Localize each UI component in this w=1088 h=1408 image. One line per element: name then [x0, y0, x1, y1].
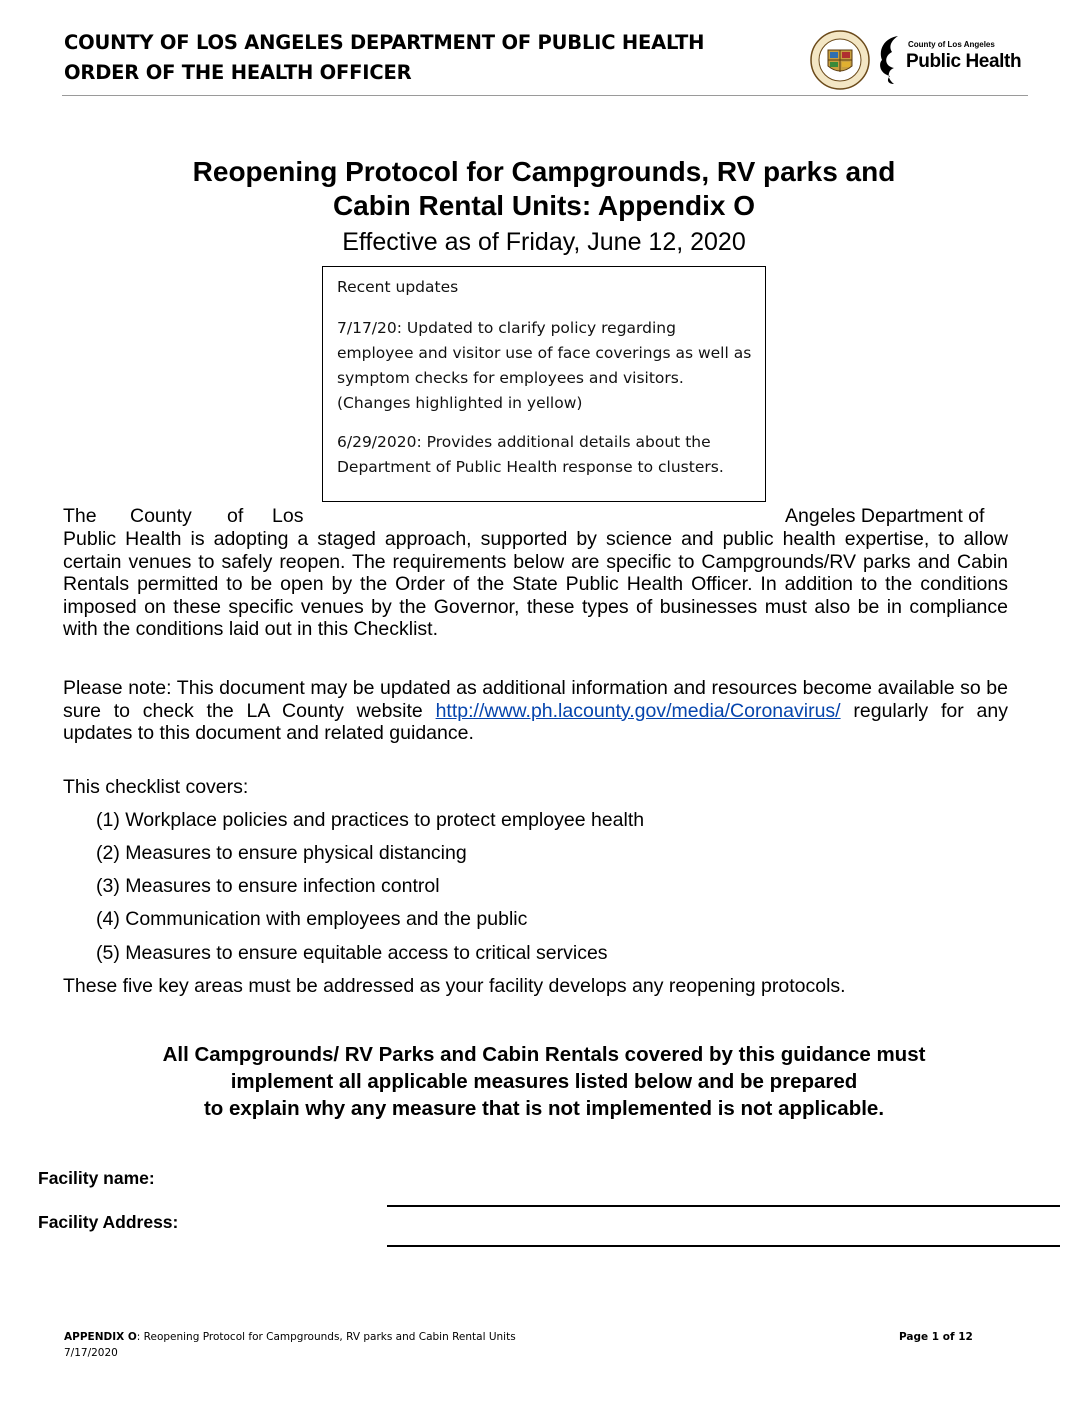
checklist-item: (2) Measures to ensure physical distancing — [96, 842, 467, 864]
checklist-item: (4) Communication with employees and the public — [96, 908, 528, 930]
checklist-item: (3) Measures to ensure infection control — [96, 875, 440, 897]
intro-word: County — [130, 505, 192, 527]
header-county-title: COUNTY OF LOS ANGELES DEPARTMENT OF PUBLIC HEALTH — [64, 31, 705, 54]
facility-address-field[interactable] — [387, 1245, 1060, 1247]
footer-date: 7/17/2020 — [64, 1347, 118, 1359]
requirement-line-1: All Campgrounds/ RV Parks and Cabin Rentals covered by this guidance must — [162, 1043, 926, 1066]
updates-heading: Recent updates — [337, 278, 459, 296]
header-divider — [62, 95, 1028, 96]
logo-public-health-text: Public Health — [906, 51, 1022, 72]
footer-document-title — [64, 1329, 516, 1345]
checklist-item: (1) Workplace policies and practices to protect employee health — [96, 809, 645, 831]
intro-word: of — [227, 505, 244, 527]
requirement-line-3: to explain why any measure that is not implemented is not applicable. — [203, 1097, 885, 1120]
facility-address-label: Facility Address: — [38, 1212, 179, 1232]
coronavirus-website-link[interactable]: http://www.ph.lacounty.gov/media/Coronavirus/ — [435, 699, 841, 722]
intro-word: Angeles Department of — [785, 505, 985, 527]
public-health-logo — [876, 32, 1026, 88]
footer-appendix-label: APPENDIX O — [64, 1331, 137, 1343]
requirement-line-2: implement all applicable measures listed below and be prepared — [230, 1070, 858, 1093]
footer-page-number: Page 1 of 12 — [899, 1331, 973, 1343]
intro-paragraph: Public Health is adopting a staged approach, supported by science and public health expertise, to allow certain venues to safely reopen. The requirements below are specific to Campgrounds/RV parks and Cabin Rentals permitted to be open by the Order of the State Public Health Officer. In addition to the conditions imposed on these specific venues by the Governor, these types of businesses must also be in compliance with the conditions laid out in this Checklist. — [63, 528, 1008, 640]
title-line-1: Reopening Protocol for Campgrounds, RV parks and — [192, 156, 896, 187]
update-entry-1: 7/17/20: Updated to clarify policy regarding employee and visitor use of face coverings as well as symptom checks for employees and visitors. (Changes highlighted in yellow) — [337, 319, 752, 412]
facility-name-label: Facility name: — [38, 1168, 155, 1188]
footer-title-text: : Reopening Protocol for Campgrounds, RV parks and Cabin Rental Units — [136, 1331, 516, 1343]
facility-name-field[interactable] — [387, 1205, 1060, 1207]
checklist-outro: These five key areas must be addressed as your facility develops any reopening protocols. — [63, 975, 846, 997]
county-seal-logo — [810, 30, 870, 90]
checklist-intro: This checklist covers: — [63, 776, 249, 798]
public-health-mark-icon — [876, 34, 906, 86]
header-order-title: ORDER OF THE HEALTH OFFICER — [64, 61, 412, 84]
note-text-before: Please note: This document may be updated as additional information and resources become available so be sure to check the LA County website — [63, 677, 1008, 722]
logo-county-text: County of Los Angeles — [908, 40, 995, 49]
update-entry-2: 6/29/2020: Provides additional details about the Department of Public Health response to clusters. — [337, 433, 724, 476]
intro-word: Los — [272, 505, 304, 527]
effective-date: Effective as of Friday, June 12, 2020 — [342, 228, 746, 256]
recent-updates-box — [322, 266, 766, 502]
intro-word: The — [63, 505, 97, 527]
title-line-2: Cabin Rental Units: Appendix O — [332, 190, 756, 221]
checklist-item: (5) Measures to ensure equitable access to critical services — [96, 942, 608, 964]
note-text-after: regularly for any updates to this document and related guidance. — [63, 699, 1008, 744]
note-paragraph — [63, 677, 1008, 745]
